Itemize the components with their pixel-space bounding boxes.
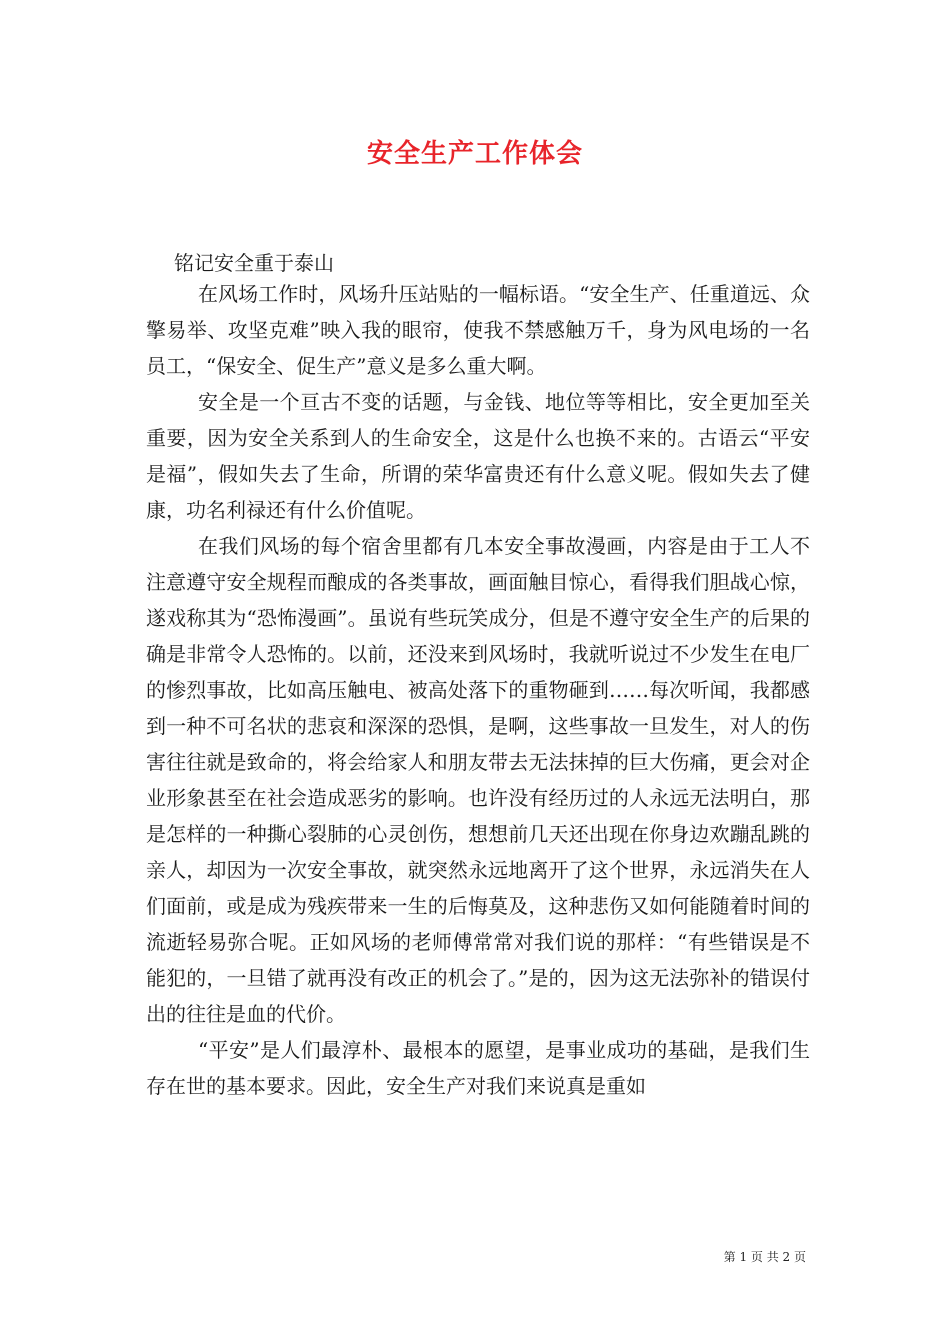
document-body — [146, 276, 810, 1104]
paragraph: “平安”是人们最淳朴、最根本的愿望，是事业成功的基础，是我们生存在世的基本要求。因此，安全生产对我们来说真是重如 — [146, 1038, 810, 1098]
paragraph: 在风场工作时，风场升压站贴的一幅标语。“安全生产、任重道远、众擎易举、攻坚克难”映入我的眼帘，使我不禁感触万千，身为风电场的一名员工，“保安全、促生产”意义是多么重大啊。 — [146, 282, 810, 378]
document-subtitle: 铭记安全重于泰山 — [174, 251, 334, 275]
paragraph: 在我们风场的每个宿舍里都有几本安全事故漫画，内容是由于工人不注意遵守安全规程而酿成的各类事故，画面触目惊心，看得我们胆战心惊，遂戏称其为“恐怖漫画”。虽说有些玩笑成分，但是不遵守安全生产的后果的确是非常令人恐怖的。以前，还没来到风场时，我就听说过不少发生在电厂的惨烈事故，比如高压触电、被高处落下的重物砸到……每次听闻，我都感到一种不可名状的悲哀和深深的恐惧，是啊，这些事故一旦发生，对人的伤害往往就是致命的，将会给家人和朋友带去无法抹掉的巨大伤痛，更会对企业形象甚至在社会造成恶劣的影响。也许没有经历过的人永远无法明白，那是怎样的一种撕心裂肺的心灵创伤，想想前几天还出现在你身边欢蹦乱跳的亲人，却因为一次安全事故，就突然永远地离开了这个世界，永远消失在人们面前，或是成为残疾带来一生的后悔莫及，这种悲伤又如何能随着时间的流逝轻易弥合呢。正如风场的老师傅常常对我们说的那样：“有些错误是不能犯的，一旦错了就再没有改正的机会了。”是的，因为这无法弥补的错误付出的往往是血的代价。 — [146, 534, 810, 1026]
page-number-footer: 第 1 页 共 2 页 — [723, 1250, 806, 1264]
paragraph: 安全是一个亘古不变的话题，与金钱、地位等等相比，安全更加至关重要，因为安全关系到人的生命安全，这是什么也换不来的。古语云“平安是福”，假如失去了生命，所谓的荣华富贵还有什么意义呢。假如失去了健康，功名利禄还有什么价值呢。 — [146, 390, 810, 522]
document-title: 安全生产工作体会 — [366, 139, 583, 169]
